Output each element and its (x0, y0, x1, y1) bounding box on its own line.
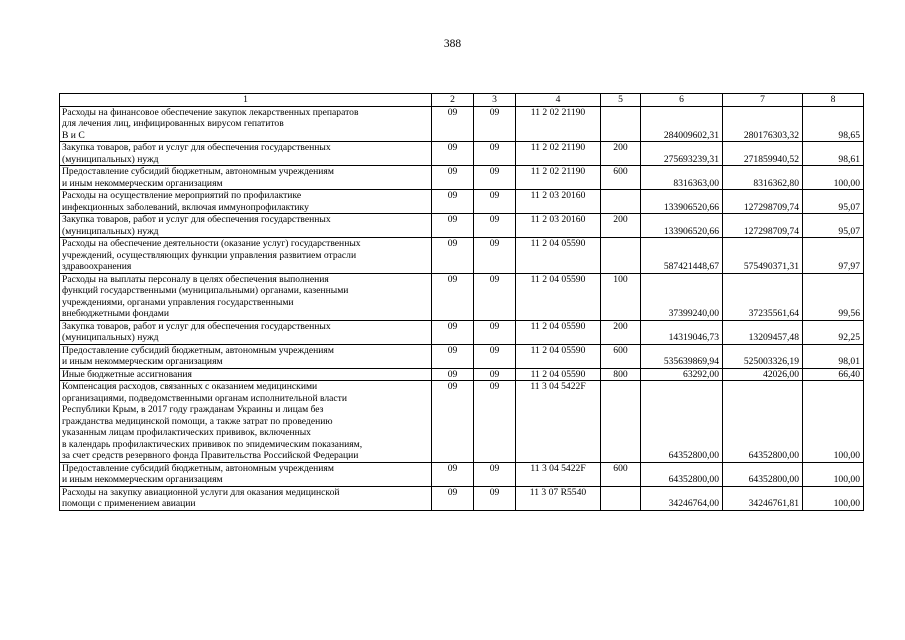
subsection-cell: 09 (474, 320, 516, 344)
plan-amount-cell: 133906520,66 (641, 214, 723, 238)
row-name-line: Закупка товаров, работ и услуг для обеспечения государственных (62, 320, 331, 332)
actual-amount-cell: 280176303,32 (723, 106, 803, 142)
column-header: 5 (601, 94, 641, 107)
plan-amount-cell: 34246764,00 (641, 486, 723, 510)
actual-amount-cell: 34246761,81 (723, 486, 803, 510)
table-row (60, 238, 864, 274)
row-name-line: гражданства медицинской помощи, а также затрат по проведению (62, 415, 333, 427)
section-cell: 09 (432, 238, 474, 274)
row-name-line: функций государственными (муниципальными) органами, казенными (62, 285, 349, 296)
row-name-line: Закупка товаров, работ и услуг для обеспечения государственных (62, 214, 331, 225)
row-name-line: Компенсация расходов, связанных с оказанием медицинскими (62, 381, 318, 392)
row-name-cell (60, 214, 432, 238)
subsection-cell: 09 (474, 238, 516, 274)
percent-cell: 98,61 (803, 142, 864, 166)
row-name-line: Расходы на финансовое обеспечение закупок лекарственных препаратов (62, 106, 359, 118)
row-name-cell (60, 486, 432, 510)
column-header: 6 (641, 94, 723, 107)
table-row (60, 106, 864, 142)
row-name-line: Расходы на выплаты персоналу в целях обеспечения выполнения (62, 273, 329, 285)
percent-cell: 100,00 (803, 462, 864, 486)
percent-cell: 95,07 (803, 214, 864, 238)
column-header: 7 (723, 94, 803, 107)
table-row (60, 142, 864, 166)
column-header: 2 (432, 94, 474, 107)
plan-amount-cell: 275693239,31 (641, 142, 723, 166)
target-article-cell: 11 2 04 05590 (516, 368, 601, 381)
percent-cell: 100,00 (803, 381, 864, 463)
subsection-cell: 09 (474, 486, 516, 510)
expense-type-cell: 100 (601, 273, 641, 320)
row-name-line: здравоохранения (62, 261, 132, 272)
actual-amount-cell: 127298709,74 (723, 214, 803, 238)
target-article-cell: 11 2 02 21190 (516, 166, 601, 190)
row-name-line: Предоставление субсидий бюджетным, автономным учреждениям (62, 166, 334, 177)
percent-cell: 100,00 (803, 486, 864, 510)
budget-table (59, 93, 864, 511)
target-article-cell: 11 3 04 5422F (516, 381, 601, 463)
subsection-cell: 09 (474, 462, 516, 486)
percent-cell: 98,01 (803, 344, 864, 368)
section-cell: 09 (432, 344, 474, 368)
page-number: 388 (443, 38, 462, 50)
section-cell: 09 (432, 486, 474, 510)
plan-amount-cell: 8316363,00 (641, 166, 723, 190)
subsection-cell: 09 (474, 381, 516, 463)
percent-cell: 99,56 (803, 273, 864, 320)
row-name-cell (60, 106, 432, 142)
actual-amount-cell: 64352800,00 (723, 381, 803, 463)
plan-amount-cell: 64352800,00 (641, 462, 723, 486)
section-cell: 09 (432, 166, 474, 190)
column-header: 4 (516, 94, 601, 107)
plan-amount-cell: 133906520,66 (641, 190, 723, 214)
plan-amount-cell: 587421448,67 (641, 238, 723, 274)
table-row (60, 462, 864, 486)
section-cell: 09 (432, 462, 474, 486)
table-row (60, 344, 864, 368)
row-name-line: Расходы на закупку авиационной услуги для оказания медицинской (62, 486, 340, 498)
table-header-row (60, 94, 864, 107)
plan-amount-cell: 64352800,00 (641, 381, 723, 463)
row-name-cell (60, 190, 432, 214)
actual-amount-cell: 64352800,00 (723, 462, 803, 486)
section-cell: 09 (432, 320, 474, 344)
expense-type-cell: 200 (601, 142, 641, 166)
table-row (60, 214, 864, 238)
row-name-line: для лечения лиц, инфицированных вирусом гепатитов (62, 118, 284, 129)
table-row (60, 190, 864, 214)
expense-type-cell (601, 238, 641, 274)
subsection-cell: 09 (474, 190, 516, 214)
percent-cell: 92,25 (803, 320, 864, 344)
expense-type-cell (601, 486, 641, 510)
budget-table-body (60, 94, 864, 511)
percent-cell: 100,00 (803, 166, 864, 190)
actual-amount-cell: 525003326,19 (723, 344, 803, 368)
subsection-cell: 09 (474, 142, 516, 166)
row-name-line: внебюджетными фондами (62, 308, 169, 319)
table-row (60, 166, 864, 190)
row-name-line: (муниципальных) нужд (62, 332, 159, 343)
subsection-cell: 09 (474, 273, 516, 320)
row-name-line: Предоставление субсидий бюджетным, автономным учреждениям (62, 344, 334, 356)
row-name-cell (60, 381, 432, 463)
row-name-cell (60, 142, 432, 166)
target-article-cell: 11 2 04 05590 (516, 320, 601, 344)
row-name-line: указанным лицам профилактических прививок, включенных (62, 427, 311, 438)
expense-type-cell: 200 (601, 320, 641, 344)
table-row (60, 273, 864, 320)
section-cell: 09 (432, 106, 474, 142)
plan-amount-cell: 37399240,00 (641, 273, 723, 320)
actual-amount-cell: 37235561,64 (723, 273, 803, 320)
section-cell: 09 (432, 381, 474, 463)
plan-amount-cell: 14319046,73 (641, 320, 723, 344)
section-cell: 09 (432, 368, 474, 381)
column-header: 3 (474, 94, 516, 107)
target-article-cell: 11 2 02 21190 (516, 142, 601, 166)
actual-amount-cell: 13209457,48 (723, 320, 803, 344)
actual-amount-cell: 42026,00 (723, 368, 803, 381)
expense-type-cell (601, 190, 641, 214)
percent-cell: 97,97 (803, 238, 864, 274)
target-article-cell: 11 2 04 05590 (516, 238, 601, 274)
target-article-cell: 11 3 04 5422F (516, 462, 601, 486)
plan-amount-cell: 63292,00 (641, 368, 723, 381)
percent-cell: 95,07 (803, 190, 864, 214)
target-article-cell: 11 2 04 05590 (516, 273, 601, 320)
target-article-cell: 11 2 04 05590 (516, 344, 601, 368)
plan-amount-cell: 535639869,94 (641, 344, 723, 368)
actual-amount-cell: 8316362,80 (723, 166, 803, 190)
section-cell: 09 (432, 190, 474, 214)
row-name-line: и иным некоммерческим организациям (62, 474, 223, 485)
row-name-cell (60, 320, 432, 344)
row-name-line: Расходы на осуществление мероприятий по профилактике (62, 190, 302, 201)
percent-cell: 98,65 (803, 106, 864, 142)
subsection-cell: 09 (474, 166, 516, 190)
expense-type-cell: 600 (601, 166, 641, 190)
subsection-cell: 09 (474, 214, 516, 238)
row-name-line: (муниципальных) нужд (62, 225, 159, 237)
section-cell: 09 (432, 273, 474, 320)
row-name-line: Республики Крым, в 2017 году гражданам Украины и лицам без (62, 404, 324, 415)
row-name-line: инфекционных заболеваний, включая иммунопрофилактику (62, 201, 309, 213)
row-name-line: помощи с применением авиации (62, 498, 196, 509)
expense-type-cell: 600 (601, 344, 641, 368)
row-name-line: организациями, подведомственными органам исполнительной власти (62, 392, 348, 404)
actual-amount-cell: 575490371,31 (723, 238, 803, 274)
row-name-cell (60, 166, 432, 190)
expense-type-cell: 800 (601, 368, 641, 381)
expense-type-cell: 200 (601, 214, 641, 238)
target-article-cell: 11 2 03 20160 (516, 190, 601, 214)
target-article-cell: 11 2 03 20160 (516, 214, 601, 238)
row-name-line: и иным некоммерческим организациям (62, 177, 223, 189)
row-name-line: в календарь профилактических прививок по эпидемическим показаниям, (62, 438, 363, 450)
column-header: 8 (803, 94, 864, 107)
target-article-cell: 11 2 02 21190 (516, 106, 601, 142)
row-name-line: Закупка товаров, работ и услуг для обеспечения государственных (62, 142, 331, 153)
row-name-line: Предоставление субсидий бюджетным, автономным учреждениям (62, 462, 334, 474)
table-row (60, 320, 864, 344)
column-header: 1 (60, 94, 432, 107)
row-name-line: учреждений, осуществляющих функции управления развитием отрасли (62, 249, 357, 261)
table-row (60, 486, 864, 510)
subsection-cell: 09 (474, 344, 516, 368)
plan-amount-cell: 284009602,31 (641, 106, 723, 142)
expense-type-cell: 600 (601, 462, 641, 486)
actual-amount-cell: 127298709,74 (723, 190, 803, 214)
table-row (60, 368, 864, 381)
row-name-line: и иным некоммерческим организациям (62, 356, 223, 367)
table-row (60, 381, 864, 463)
row-name-line: учреждениями, органами управления государственными (62, 296, 294, 308)
row-name-cell (60, 344, 432, 368)
row-name-cell (60, 273, 432, 320)
percent-cell: 66,40 (803, 368, 864, 381)
section-cell: 09 (432, 142, 474, 166)
row-name-line: Расходы на обеспечение деятельности (оказание услуг) государственных (62, 238, 361, 249)
row-name-cell (60, 462, 432, 486)
expense-type-cell (601, 381, 641, 463)
row-name-line: Иные бюджетные ассигнования (62, 368, 192, 380)
row-name-cell (60, 368, 432, 381)
section-cell: 09 (432, 214, 474, 238)
subsection-cell: 09 (474, 368, 516, 381)
row-name-cell (60, 238, 432, 274)
actual-amount-cell: 271859940,52 (723, 142, 803, 166)
row-name-line: за счет средств резервного фонда Правительства Российской Федерации (62, 450, 359, 461)
expense-type-cell (601, 106, 641, 142)
row-name-line: (муниципальных) нужд (62, 153, 159, 165)
row-name-line: В и С (62, 129, 85, 141)
target-article-cell: 11 3 07 R5540 (516, 486, 601, 510)
subsection-cell: 09 (474, 106, 516, 142)
